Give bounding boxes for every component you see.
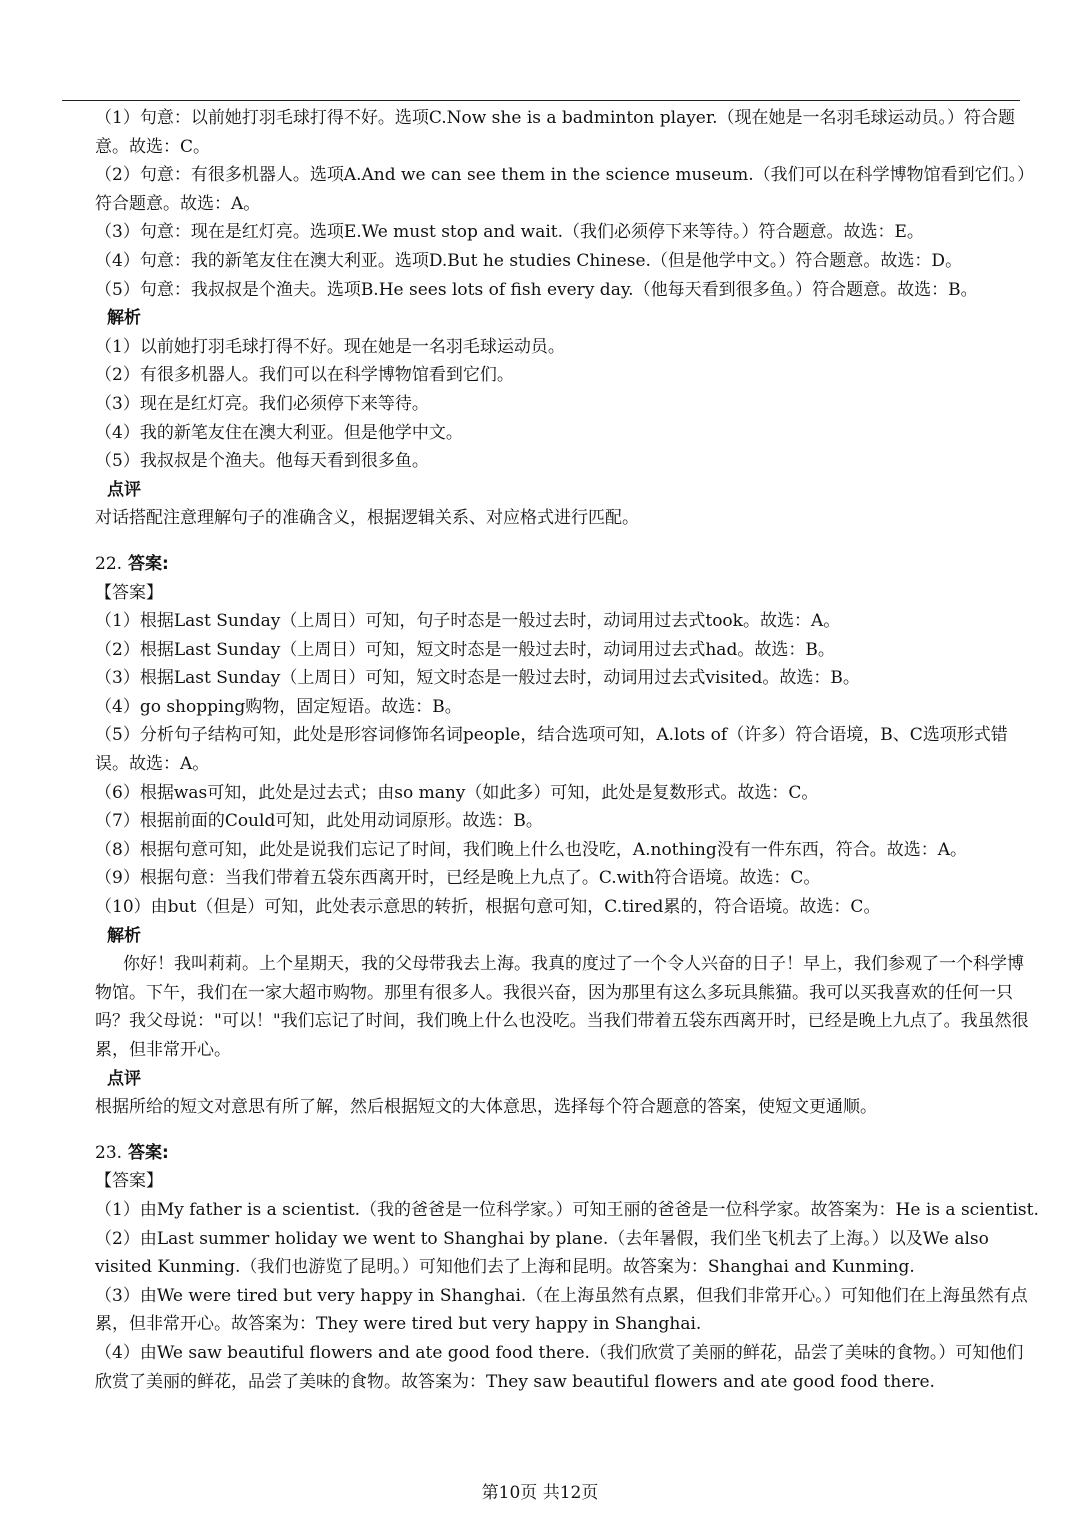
q23-answer-label: 答案:: [128, 1142, 169, 1163]
q22-comment: 根据所给的短文对意思有所了解，然后根据短文的大体意思，选择每个符合题意的答案，使短文更通顺。: [95, 1097, 877, 1118]
q22-answer-8: （8）根据句意可知，此处是说我们忘记了时间，我们晚上什么也没吃，A.nothing没有一件东西，符合。故选：A。: [95, 839, 968, 860]
q21-answer-2: （2）句意：有很多机器人。选项A.And we can see them in the science museum.（我们可以在科学博物馆看到它们。）符合题意。故选：A。: [95, 165, 1035, 214]
q22-answer-2: （2）根据Last Sunday（上周日）可知，短文时态是一般过去时，动词用过去式had。故选：B。: [95, 639, 835, 660]
q22-answer-7: （7）根据前面的Could可知，此处用动词原形。故选：B。: [95, 811, 543, 832]
q22-answer-10: （10）由but（但是）可知，此处表示意思的转折，根据句意可知，C.tired累的，符合语境。故选：C。: [95, 897, 881, 918]
q22-answer-4: （4）go shopping购物，固定短语。故选：B。: [95, 696, 462, 717]
q21-analysis-5: （5）我叔叔是个渔夫。他每天看到很多鱼。: [95, 451, 429, 472]
q21-answer-3: （3）句意：现在是红灯亮。选项E.We must stop and wait.（我们必须停下来等待。）符合题意。故选：E。: [95, 222, 924, 243]
q21-analysis-1: （1）以前她打羽毛球打得不好。现在她是一名羽毛球运动员。: [95, 336, 565, 357]
q21-answer-5: （5）句意：我叔叔是个渔夫。选项B.He sees lots of fish every day.（他每天看到很多鱼。）符合题意。故选：B。: [95, 279, 978, 300]
q23-number: 23.: [95, 1142, 123, 1163]
q22-answer-3: （3）根据Last Sunday（上周日）可知，短文时态是一般过去时，动词用过去式visited。故选：B。: [95, 668, 860, 689]
q23-answer-2: （2）由Last summer holiday we went to Shanghai by plane.（去年暑假，我们坐飞机去了上海。）以及We also visited Kunming.（我们也游览了昆明。）可知他们去了上海和昆明。故答案为：Shanghai and Kunming.: [95, 1228, 989, 1278]
q22-number: 22.: [95, 553, 123, 574]
q23-answer-4: （4）由We saw beautiful flowers and ate good food there.（我们欣赏了美丽的鲜花，品尝了美味的食物。）可知他们欣赏了美丽的鲜花，品尝了美味的食物。故答案为：They saw beautiful flowers and ate good food there.: [95, 1342, 1024, 1392]
q22-analysis-text: 你好！我叫莉莉。上个星期天，我的父母带我去上海。我真的度过了一个令人兴奋的日子！早上，我们参观了一个科学博物馆。下午，我们在一家大超市购物。那里有很多人。我很兴奋，因为那里有这么多玩具熊猫。我可以买我喜欢的任何一只吗？我父母说："可以！"我们忘记了时间，我们晚上什么也没吃。当我们带着五袋东西离开时，已经是晚上九点了。我虽然很累，但非常开心。: [95, 954, 1029, 1060]
q23-answer-1: （1）由My father is a scientist.（我的爸爸是一位科学家。）可知王丽的爸爸是一位科学家。故答案为：He is a scientist.: [95, 1199, 1039, 1220]
q21-comment: 对话搭配注意理解句子的准确含义，根据逻辑关系、对应格式进行匹配。: [95, 508, 639, 529]
q21-analysis-2: （2）有很多机器人。我们可以在科学博物馆看到它们。: [95, 365, 514, 386]
q21-answer-4: （4）句意：我的新笔友住在澳大利亚。选项D.But he studies Chinese.（但是他学中文。）符合题意。故选：D。: [95, 250, 963, 271]
page-content: [95, 104, 1040, 1396]
q22-answer-5: （5）分析句子结构可知，此处是形容词修饰名词people，结合选项可知，A.lots of（许多）符合语境，B、C选项形式错误。故选：A。: [95, 725, 1008, 775]
q21-analysis-4: （4）我的新笔友住在澳大利亚。但是他学中文。: [95, 422, 463, 443]
q21-answer-1: （1）句意：以前她打羽毛球打得不好。选项C.Now she is a badminton player.（现在她是一名羽毛球运动员。）符合题意。故选：C。: [95, 108, 1016, 157]
q21-comment-heading: 点评: [107, 479, 141, 500]
header-rule: [62, 100, 1020, 101]
q22-answer-6: （6）根据was可知，此处是过去式；由so many（如此多）可知，此处是复数形式。故选：C。: [95, 782, 819, 803]
q22-comment-heading: 点评: [107, 1068, 141, 1089]
q22-analysis-heading: 解析: [107, 925, 141, 946]
q21-analysis-heading: 解析: [107, 308, 141, 329]
q22-answer-1: （1）根据Last Sunday（上周日）可知，句子时态是一般过去时，动词用过去式took。故选：A。: [95, 611, 841, 632]
q22-answer-label: 答案:: [128, 553, 169, 574]
q22-answer-9: （9）根据句意：当我们带着五袋东西离开时，已经是晚上九点了。C.with符合语境。故选：C。: [95, 868, 821, 889]
q23-answer-3: （3）由We were tired but very happy in Shanghai.（在上海虽然有点累，但我们非常开心。）可知他们在上海虽然有点累，但非常开心。故答案为：They were tired but very happy in Shanghai.: [95, 1285, 1028, 1335]
q23-title: [95, 1139, 1040, 1168]
page-footer: 第10页 共12页: [481, 1483, 599, 1503]
q22-title: [95, 550, 1040, 579]
q21-analysis-3: （3）现在是红灯亮。我们必须停下来等待。: [95, 393, 429, 414]
q22-bracket-label: 【答案】: [95, 582, 163, 603]
q23-bracket-label: 【答案】: [95, 1171, 163, 1192]
